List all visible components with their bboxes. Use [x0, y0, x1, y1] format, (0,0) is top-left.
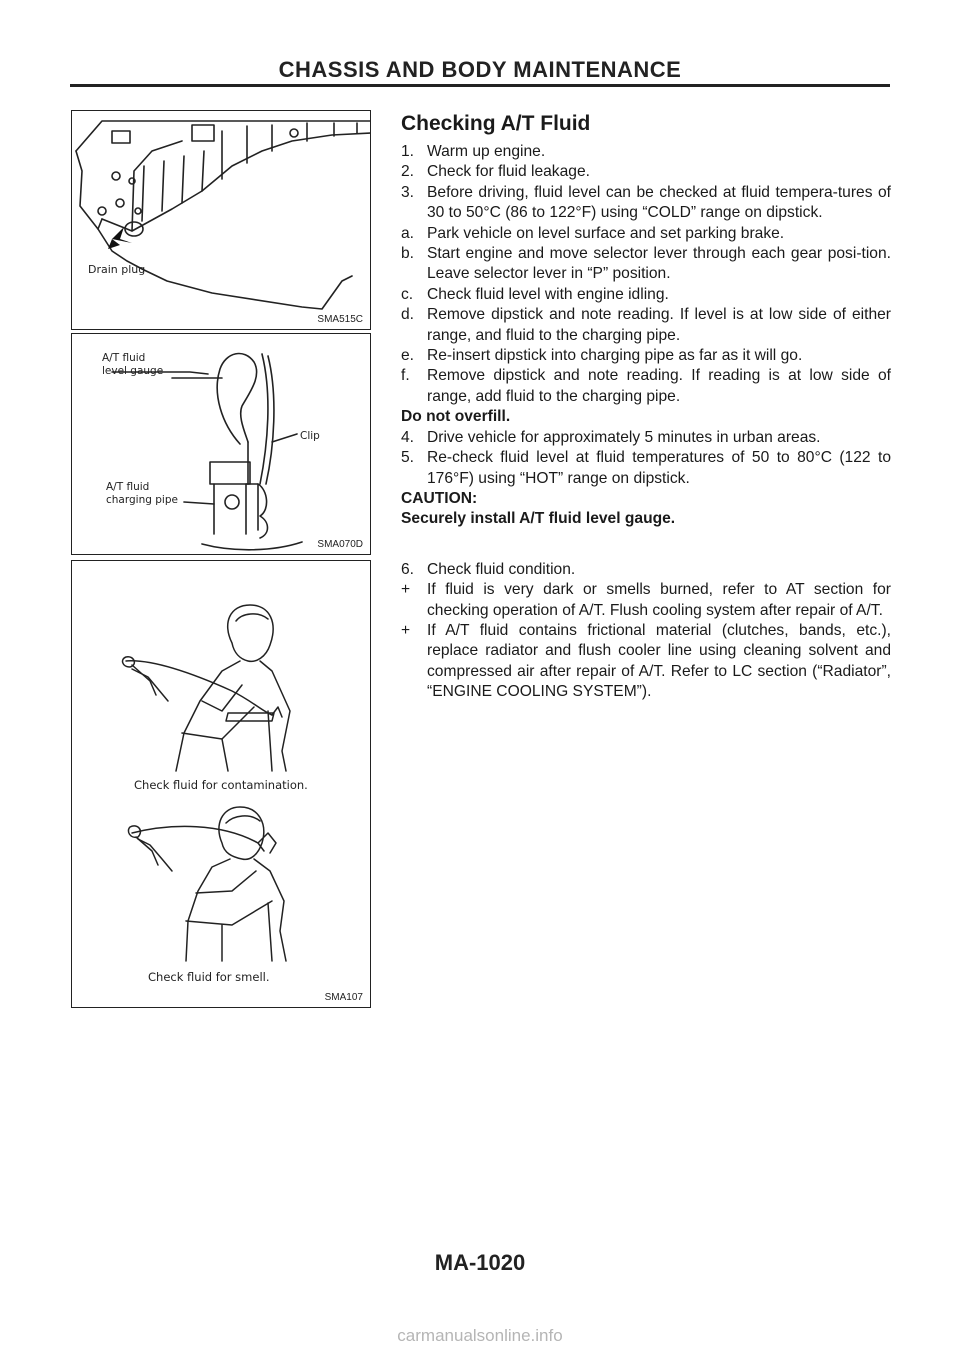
figure-code-sma070d: SMA070D	[317, 539, 363, 550]
step-5: 5. Re-check fluid level at fluid temperatures of 50 to 80°C (122 to 176°F) using “HOT” range on dipstick.	[401, 449, 891, 487]
label-pipe-line1: A/T fluid	[106, 481, 150, 493]
page-header-title: CHASSIS AND BODY MAINTENANCE	[278, 57, 682, 82]
procedure-text	[401, 110, 891, 703]
label-pipe-line2: charging pipe	[106, 494, 178, 506]
label-drain-plug: Drain plug	[88, 263, 146, 276]
oil-pan-drawing	[72, 111, 371, 330]
step-3: 3. Before driving, fluid level can be checked at fluid tempera-tures of 30 to 50°C (86 to 122°F) using “COLD” range on dipstick.	[401, 183, 891, 222]
no-overfill-warning: Do not overfill.	[401, 408, 511, 426]
bullet-frictional-material: + If A/T fluid contains frictional material (clutches, bands, etc.), replace radiator and flush cooler line using cleaning solvent and compressed air after repair of A/T. Refer to LC section (“Radiator”, “ENGINE COOLING SYSTEM”).	[401, 621, 891, 701]
figure-level-gauge	[71, 333, 371, 555]
step-2: 2. Check for fluid leakage.	[401, 163, 590, 181]
page-code: MA-1020	[434, 1250, 526, 1275]
figure-check-fluid	[71, 560, 371, 1008]
bullet-dark-fluid: + If fluid is very dark or smells burned, refer to AT section for checking operation of A/T. Flush cooling system after repair of A/T.	[401, 581, 891, 619]
figure-drain-plug	[71, 110, 371, 330]
section-title: Checking A/T Fluid	[401, 112, 591, 135]
header-rule	[70, 84, 890, 87]
label-gauge-line1: A/T fluid	[102, 352, 146, 364]
step-3e: e. Re-insert dipstick into charging pipe as far as it will go.	[401, 347, 803, 365]
bullet-icon: +	[401, 621, 411, 639]
step-3c: c. Check fluid level with engine idling.	[401, 285, 669, 303]
step-1: 1. Warm up engine.	[401, 143, 546, 160]
step-3d: d. Remove dipstick and note reading. If level is at low side of either range, and fluid to the charging pipe.	[401, 306, 891, 344]
watermark-text: carmanualsonline.info	[397, 1326, 563, 1345]
figure-code-sma515c: SMA515C	[317, 314, 363, 325]
step-3f: f. Remove dipstick and note reading. If reading is at low side of range, add fluid to the charging pipe.	[401, 367, 891, 405]
caution-text: Securely install A/T fluid level gauge.	[401, 510, 676, 528]
step-3b: b. Start engine and move selector lever through each gear posi-tion. Leave selector lever in “P” position.	[401, 245, 891, 283]
step-3a: a. Park vehicle on level surface and set parking brake.	[401, 224, 785, 242]
caution-label: CAUTION:	[401, 489, 478, 507]
bullet-icon: +	[401, 581, 411, 599]
step-6: 6. Check fluid condition.	[401, 560, 576, 578]
label-contamination: Check fluid for contamination.	[134, 778, 308, 792]
label-gauge-line2: level gauge	[102, 365, 164, 377]
step-4: 4. Drive vehicle for approximately 5 minutes in urban areas.	[401, 428, 821, 446]
figure-code-sma107: SMA107	[324, 992, 363, 1003]
label-clip: Clip	[300, 430, 320, 442]
label-smell: Check fluid for smell.	[148, 970, 270, 984]
